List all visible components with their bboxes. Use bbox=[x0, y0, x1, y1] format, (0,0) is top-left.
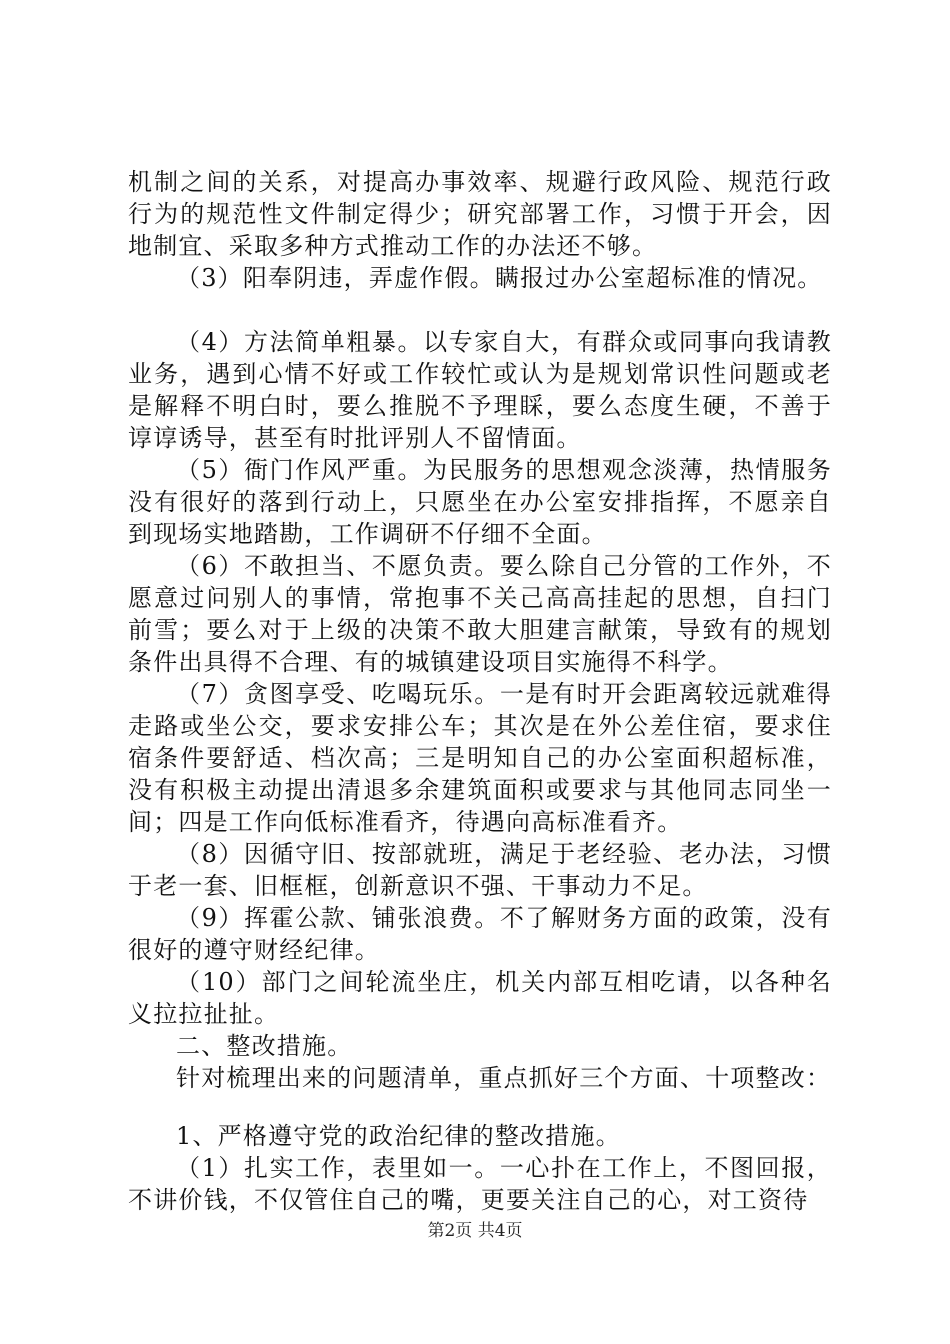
paragraph-item-5: （5）衙门作风严重。为民服务的思想观念淡薄，热情服务没有很好的落到行动上，只愿坐在办公室安排指挥，不愿亲自到现场实地踏勘，工作调研不仔细不全面。 bbox=[128, 456, 832, 548]
document-body bbox=[128, 166, 832, 1216]
paragraph-item-8: （8）因循守旧、按部就班，满足于老经验、老办法，习惯于老一套、旧框框，创新意识不强、干事动力不足。 bbox=[128, 840, 832, 900]
paragraph-item-4: （4）方法简单粗暴。以专家自大，有群众或同事向我请教业务，遇到心情不好或工作较忙或认为是规划常识性问题或老是解释不明白时，要么推脱不予理睬，要么态度生硬，不善于谆谆诱导，甚至有时批评别人不留情面。 bbox=[128, 328, 832, 452]
subsection-heading-1: 1、严格遵守党的政治纪律的整改措施。 bbox=[176, 1122, 621, 1150]
paragraph-item-7: （7）贪图享受、吃喝玩乐。一是有时开会距离较远就难得走路或坐公交，要求安排公车；其次是在外公差住宿，要求住宿条件要舒适、档次高；三是明知自己的办公室面积超标准，没有积极主动提出清退多余建筑面积或要求与其他同志同坐一间；四是工作向低标准看齐，待遇向高标准看齐。 bbox=[128, 680, 832, 836]
paragraph-item-9: （9）挥霍公款、铺张浪费。不了解财务方面的政策，没有很好的遵守财经纪律。 bbox=[128, 904, 832, 964]
paragraph-item-3: （3）阳奉阴违，弄虚作假。瞒报过办公室超标准的情况。 bbox=[176, 264, 823, 292]
section-heading-rectification: 二、整改措施。 bbox=[176, 1032, 353, 1060]
page-number-footer: 第2页 共4页 bbox=[427, 1221, 523, 1241]
paragraph-continuation: 机制之间的关系，对提高办事效率、规避行政风险、规范行政行为的规范性文件制定得少；研究部署工作，习惯于开会，因地制宜、采取多种方式推动工作的办法还不够。 bbox=[128, 168, 832, 260]
paragraph-item-10: （10）部门之间轮流坐庄，机关内部互相吃请，以各种名义拉拉扯扯。 bbox=[128, 968, 832, 1028]
paragraph-intro: 针对梳理出来的问题清单，重点抓好三个方面、十项整改： bbox=[176, 1064, 832, 1092]
paragraph-measure-1: （1）扎实工作，表里如一。一心扑在工作上，不图回报，不讲价钱，不仅管住自己的嘴，更要关注自己的心，对工资待 bbox=[128, 1154, 832, 1214]
paragraph-item-6: （6）不敢担当、不愿负责。要么除自己分管的工作外，不愿意过问别人的事情，常抱事不关己高高挂起的思想，自扫门前雪；要么对于上级的决策不敢大胆建言献策，导致有的规划条件出具得不合理、有的城镇建设项目实施得不科学。 bbox=[128, 552, 832, 676]
